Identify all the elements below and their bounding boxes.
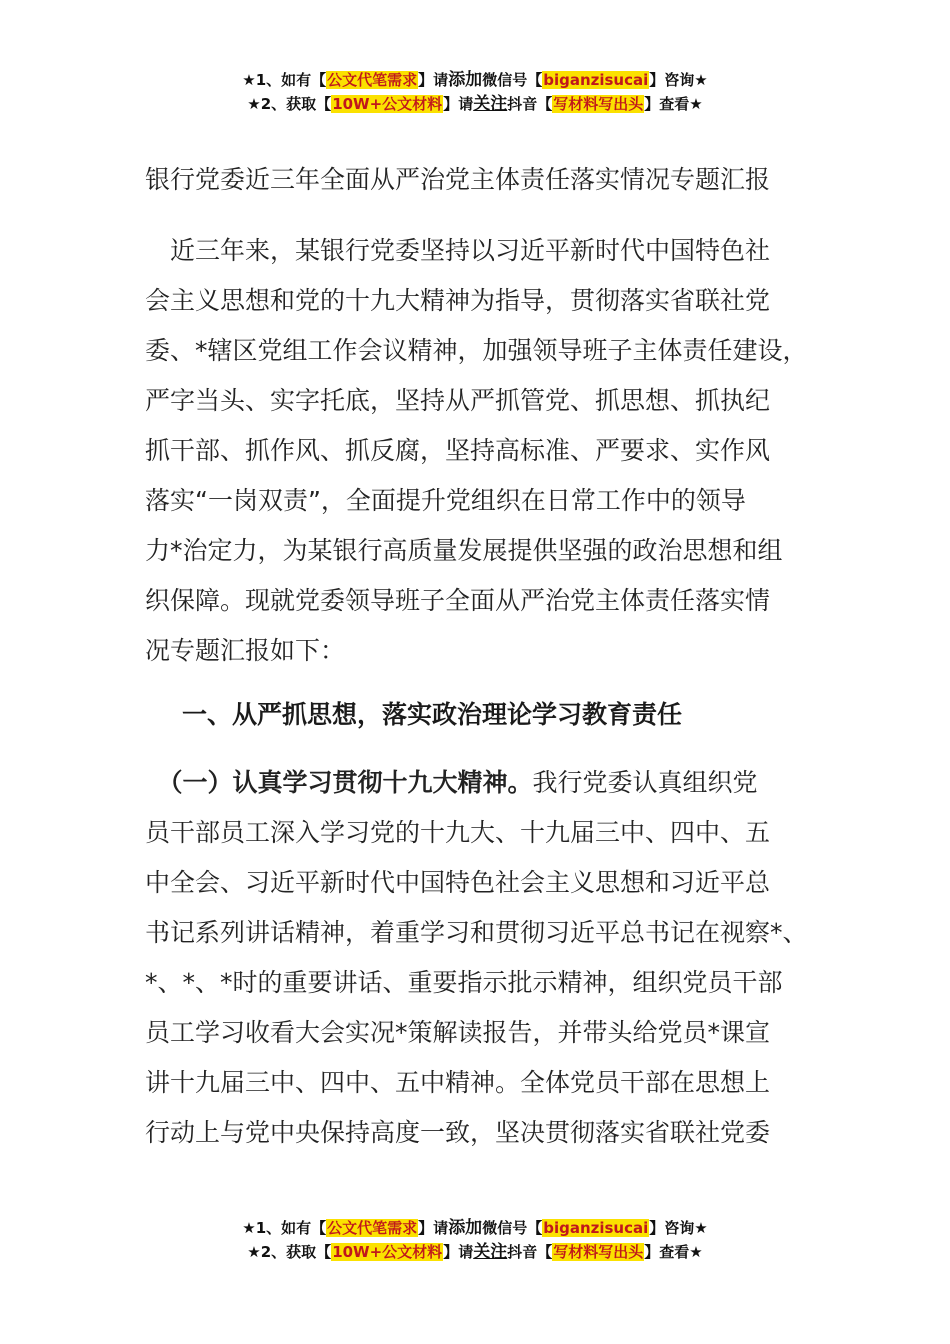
- subsection-heading: （一）认真学习贯彻十九大精神。: [145, 768, 533, 797]
- paragraph-line: 员干部员工深入学习党的十九大、十九届三中、四中、五: [145, 818, 771, 847]
- promo-line-2: ★2、获取【10W+公文材料】请关注抖音【写材料写出头】查看★: [247, 94, 703, 114]
- wechat-id: biganzisucai: [543, 1219, 649, 1237]
- promo-line-2: ★2、获取【10W+公文材料】请关注抖音【写材料写出头】查看★: [247, 1242, 703, 1262]
- paragraph-line: 行动上与党中央保持高度一致，坚决贯彻落实省联社党委: [145, 1118, 771, 1147]
- document-title: 银行党委近三年全面从严治党主体责任落实情况专题汇报: [145, 165, 771, 194]
- paragraph-line: 落实“一岗双责”，全面提升党组织在日常工作中的领导: [145, 486, 746, 515]
- douyin-account: 写材料写出头: [553, 1243, 644, 1261]
- paragraph-line: 力*治定力，为某银行高质量发展提供坚强的政治思想和组: [145, 536, 783, 565]
- paragraph-line: 员工学习收看大会实况*策解读报告，并带头给党员*课宣: [145, 1018, 771, 1047]
- paragraph-line: 会主义思想和党的十九大精神为指导，贯彻落实省联社党: [145, 286, 771, 315]
- promo-highlight: 公文代笔需求: [327, 1219, 418, 1237]
- bottom-promo-banner: [0, 1216, 950, 1264]
- promo-highlight: 公文代笔需求: [327, 71, 418, 89]
- paragraph-line: （一）认真学习贯彻十九大精神。我行党委认真组织党: [145, 768, 758, 797]
- paragraph-line: 中全会、习近平新时代中国特色社会主义思想和习近平总: [145, 868, 771, 897]
- wechat-id: biganzisucai: [543, 71, 649, 89]
- paragraph-line: 委、*辖区党组工作会议精神，加强领导班子主体责任建设，: [145, 336, 808, 365]
- douyin-account: 写材料写出头: [553, 95, 644, 113]
- paragraph-line: 近三年来，某银行党委坚持以习近平新时代中国特色社: [145, 236, 771, 265]
- top-promo-banner: [0, 68, 950, 116]
- paragraph-line: 织保障。现就党委领导班子全面从严治党主体责任落实情: [145, 586, 771, 615]
- paragraph-line: *、*、*时的重要讲话、重要指示批示精神，组织党员干部: [145, 968, 783, 997]
- promo-line-1: ★1、如有【公文代笔需求】请添加微信号【biganzisucai】咨询★: [242, 1218, 708, 1238]
- paragraph-line: 讲十九届三中、四中、五中精神。全体党员干部在思想上: [145, 1068, 771, 1097]
- paragraph-line: 况专题汇报如下：: [145, 636, 346, 665]
- promo-highlight: 10W+公文材料: [332, 1243, 443, 1261]
- intro-paragraph: [145, 226, 810, 676]
- paragraph-line: 抓干部、抓作风、抓反腐，坚持高标准、严要求、实作风: [145, 436, 771, 465]
- section-heading: 一、从严抓思想，落实政治理论学习教育责任: [182, 700, 683, 729]
- promo-line-1: ★1、如有【公文代笔需求】请添加微信号【biganzisucai】咨询★: [242, 70, 708, 90]
- paragraph-line: 严字当头、实字托底，坚持从严抓管党、抓思想、抓执纪: [145, 386, 771, 415]
- paragraph-line: 书记系列讲话精神，着重学习和贯彻习近平总书记在视察*、: [145, 918, 808, 947]
- promo-highlight: 10W+公文材料: [332, 95, 443, 113]
- subsection-paragraph: [145, 758, 810, 1158]
